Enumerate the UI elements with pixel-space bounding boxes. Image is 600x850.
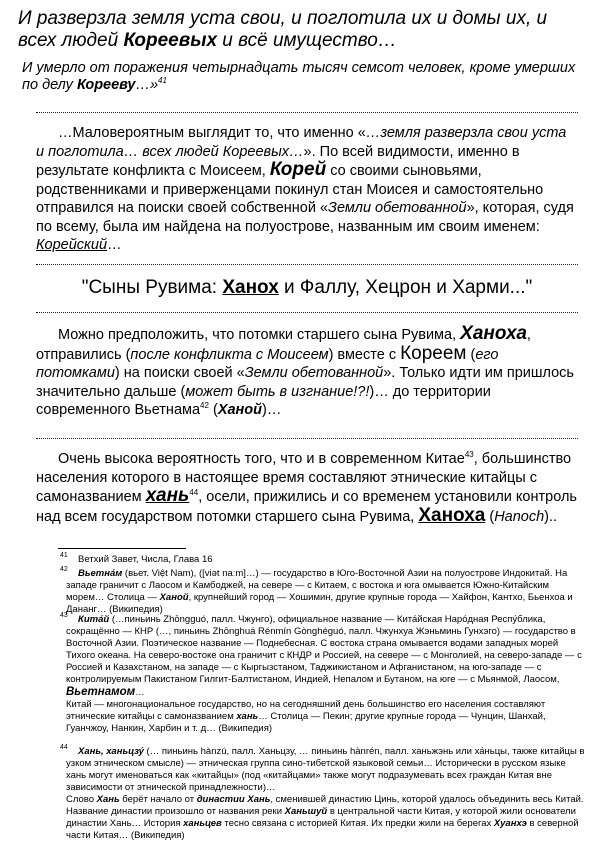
korean-peninsula-link: Корейский	[36, 237, 108, 253]
quote-top: И разверзла земля уста свои, и поглотила их и домы их, и всех людей Кореевых и всё имущество…	[18, 8, 548, 51]
footnote-41: 41 Ветхий Завет, Числа, Глава 16	[60, 552, 213, 565]
dotted-divider	[36, 438, 578, 439]
footnote-43: 43 Кита́й (…пиньинь Zhōngguó, палл. Чжунго), официальное название — Кита́йская Наро́дная Респу́блика, сокращённо — КНР (…, пиньинь Zhōnghuá Rénmín Gònghéguó, палл. Чжунхуа Жэньминь Гунхэго) — государство в Восточной Азии. Поэтическое название — Поднебесная. С востока страна омывается водами западных морей Тихого океана. На северо-востоке она граничит с КНДР и Россией, на севере — с Монголией, на северо-западе — с Россией и Казахстаном, на западе — с Кыргызстаном, Таджикистаном и Афганистаном, на юго-западе — с контролируемым Пакистаном Гилгит-Балтистаном, Индией, Непалом и Бутаном, на юге — с Мьянмой, Лаосом, Вьетнамом… Китай — многонациональное государство, но на сегодняшний день большинство его населения составляют этнические китайцы с самоназванием хань… Столица — Пекин; другие крупные города — Чунцин, Шанхай, Гуанчжоу, Нанкин, Харбин и т. д… (Википедия)	[60, 612, 582, 734]
paragraph-korey: …Маловероятным выглядит то, что именно «…земля разверзла свои уста и поглотила… всех людей Кореевых…». По всей видимости, именно в результате конфликта с Моисеем, Корей со своими сыновьями, родственниками и приверженцами покинул стан Моисея и самостоятельно отправился на поиски своей собственной «Земли обетованной», которая, судя по всему, была им найдена на полуострове, названным им своим именем: Корейский…	[36, 125, 574, 253]
section-heading: "Сыны Рувима: Ханох и Фаллу, Хецрон и Харми..."	[81, 277, 533, 298]
quote-second-koreevu: Корееву	[76, 77, 136, 93]
heading-hanoh: Ханох	[222, 277, 279, 298]
footnote-separator	[58, 548, 186, 549]
quote-top-koreevyh: Кореевых	[123, 30, 218, 51]
footnote-44: 44 Хань, ханьцзу́ (… пиньинь hànzú, палл. Ханьцзу, … пиньинь hànrén, палл. ханьжэнь или ха́ньцы, также китайцы в узком этническом смысле) — этническая группа сино-тибетской языковой семьи… Исторически в русском языке хань могут именоваться как «китайцы» (под «китайцами» также могут подразумевать всех граждан Китая вне зависимости от этнической принадлежности)… Слово Хань берёт начало от династии Хань, сменившей династию Цинь, которой удалось объединить весь Китай. Название династии произошло от названия реки Ханьшуй в центральной части Китая, у которой жили основатели династии Хань… История ханьцев тесно связана с историей Китая. Их предки жили на берегах Хуанхэ в северной части Китая… (Википедия)	[60, 744, 585, 841]
han-name: хань	[145, 485, 190, 506]
paragraph-china: Очень высока вероятность того, что и в современном Китае$^{43}$, большинство населения которого в настоящее время составляют этнические китайцы с самоназванием хань$^{44}$, осели, прижились и со временем установили контроль над всем государством потомки старшего сына Рувима, Ханоха (Hanoch)..	[36, 450, 577, 526]
paragraph-hanoh: Можно предположить, что потомки старшего сына Рувима, Ханоха, отправились (после конфликта с Моисеем) вместе с Кореем (его потомками) на поиски своей «Земли обетованной». Только идти им пришлось значительно дальше (может быть в изгнание!?!)… до территории современного Вьетнама$^{42}$ (Ханой)…	[36, 323, 574, 418]
footnote-42: 42 Вьетна́м (вьет. Việt Nam), ([viət naːm]…) — государство в Юго-Восточной Азии на полуострове Индокитай. На западе граничит с Лаосом и Камбоджей, на севере — с Китаем, с востока и юга омывается Южно-Китайским морем… Столица — Ханой, крупнейший город — Хошимин, другие крупные города — Хайфон, Кантхо, Бьенхоа и Дананг… (Википедия)	[60, 566, 573, 615]
quote-second: И умерло от поражения четырнадцать тысяч семсот человек, кроме умерших по делу Корееву…»$^{41}$	[22, 60, 576, 93]
dotted-divider	[36, 312, 578, 313]
koreem-name: Кореем	[400, 342, 467, 364]
korey-name: Корей	[269, 159, 327, 180]
footnote-ref-43[interactable]: 43	[464, 450, 474, 460]
footnote-ref-41[interactable]: 41	[158, 76, 167, 86]
dotted-divider	[36, 112, 578, 113]
dotted-divider	[36, 264, 578, 265]
hanoha-name-2: Ханоха	[418, 504, 486, 526]
footnote-ref-42[interactable]: 42	[200, 401, 209, 411]
footnote-ref-44[interactable]: 44	[189, 488, 199, 498]
hanoy-name: Ханой	[217, 402, 263, 418]
hanoha-name: Ханоха	[460, 323, 527, 344]
